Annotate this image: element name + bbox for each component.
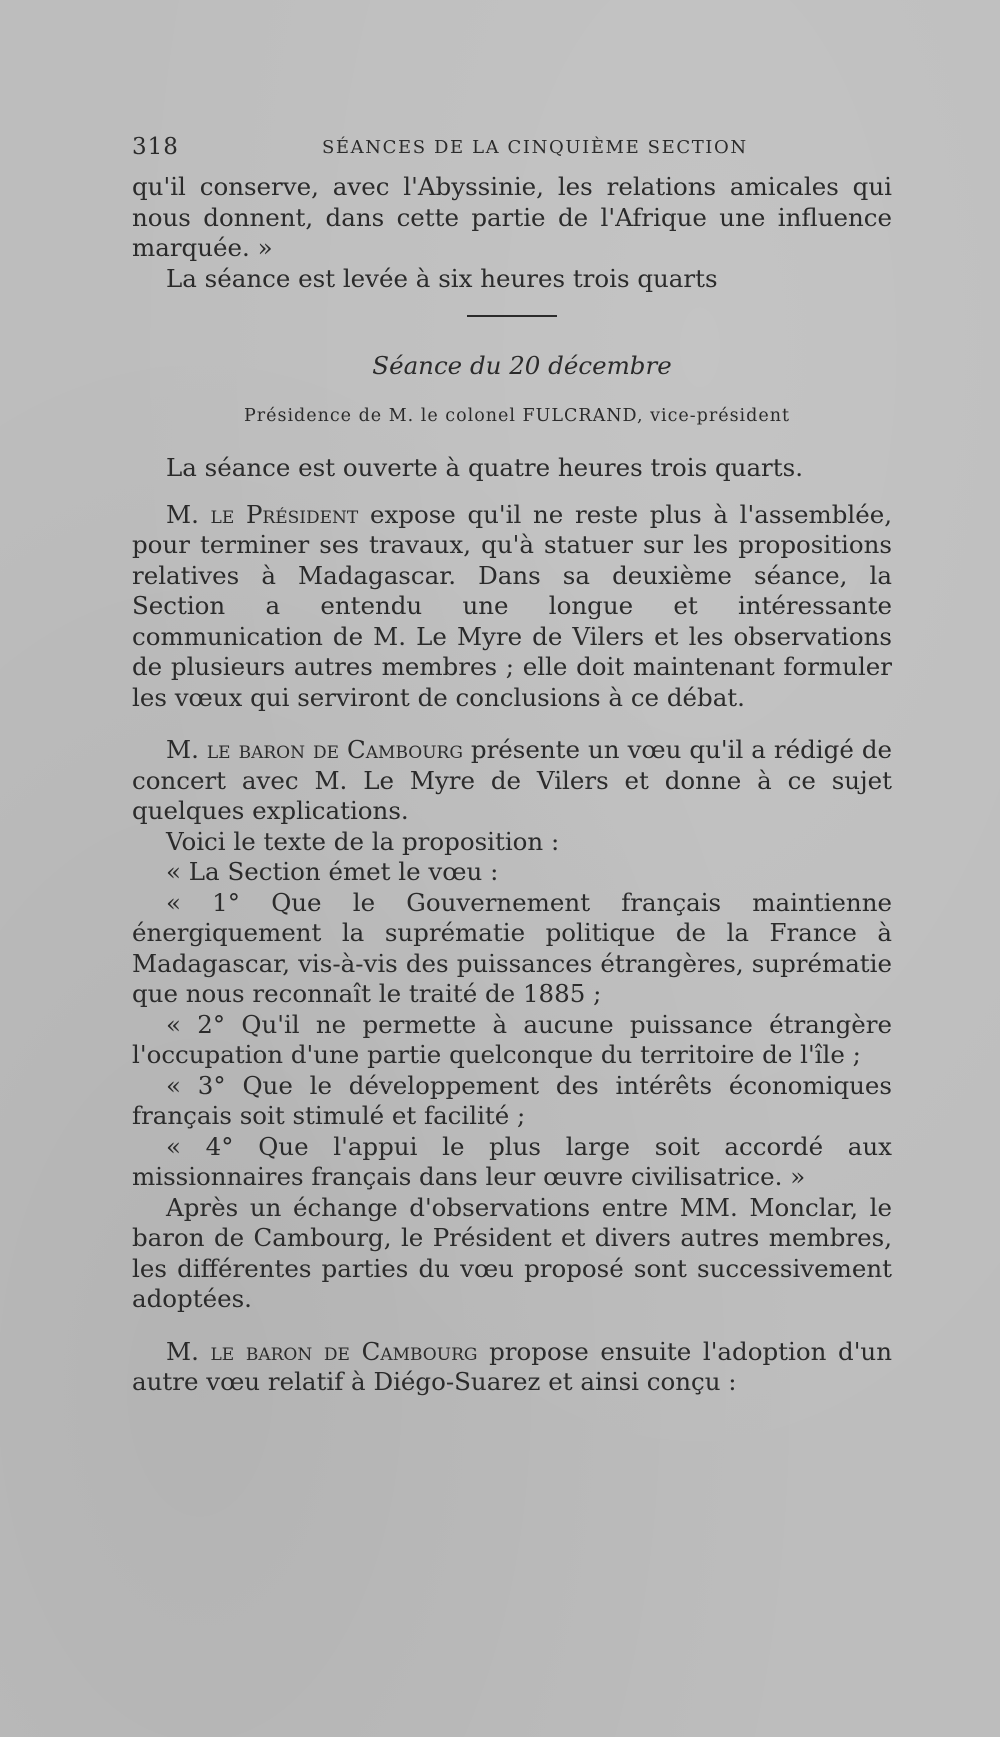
paragraph-diego-suarez [132,1337,892,1398]
paragraph-closing-session: La séance est levée à six heures trois quarts [166,263,718,293]
paragraph-voeu-intro: « La Section émet le vœu : [166,857,499,886]
paragraph-continuation: qu'il conserve, avec l'Abyssinie, les relations amicales qui nous donnent, dans cette partie de l'Afrique une influence marquée. » [132,172,892,262]
paragraph-opening-session: La séance est ouverte à quatre heures trois quarts. [166,453,803,482]
paragraph-text: expose qu'il ne reste plus à l'assemblée, pour terminer ses travaux, qu'à statuer sur les propositions relatives à Madagascar. Dans sa deuxième séance, la Section a entendu une longue et intéressante communication de M. Le Myre de Vilers et les observations de plusieurs autres membres ; elle doit maintenant formuler les vœux qui serviront de conclusions à ce débat. [132,499,892,712]
presidence-line: Présidence de M. le colonel FULCRAND, vice-président [243,405,791,426]
voeu-item-1: « 1° Que le Gouvernement français maintienne énergiquement la suprématie politique de la France à Madagascar, vis-à-vis des puissances étrangères, suprématie que nous reconnaît le traité de 1885 ; [132,887,892,1008]
speaker-name: M. le baron de Cambourg [166,1336,478,1366]
speaker-name: M. le baron de Cambourg [166,735,463,764]
session-title: Séance du 20 décembre [372,351,672,380]
paragraph-text: présente un vœu qu'il a rédigé de concert avec M. Le Myre de Vilers et donne à ce sujet quelques explications. [132,735,893,825]
paragraph-baron [132,735,892,827]
speaker-name: M. le Président [166,499,359,529]
body-text [132,172,892,1398]
paragraph-proposition-intro: Voici le texte de la proposition : [166,826,560,856]
page-header [132,134,882,164]
voeu-item-2: « 2° Qu'il ne permette à aucune puissance étrangère l'occupation d'une partie quelconque du territoire de l'île ; [132,1009,892,1069]
page-number: 318 [132,134,179,160]
voeu-item-3: « 3° Que le développement des intérêts économiques français soit stimulé et facilité ; [132,1070,892,1130]
voeu-item-4: « 4° Que l'appui le plus large soit accordé aux missionnaires français dans leur œuvre civilisatrice. » [132,1131,892,1191]
running-title: SÉANCES DE LA CINQUIÈME SECTION [322,137,748,158]
paragraph-adoption: Après un échange d'observations entre MM. Monclar, le baron de Cambourg, le Président et divers autres membres, les différentes parties du vœu proposé sont successivement adoptées. [132,1192,892,1313]
paragraph-text: propose ensuite l'adoption d'un autre vœu relatif à Diégo-Suarez et ainsi conçu : [132,1336,892,1396]
paragraph-president [132,500,892,714]
section-divider [467,315,557,317]
